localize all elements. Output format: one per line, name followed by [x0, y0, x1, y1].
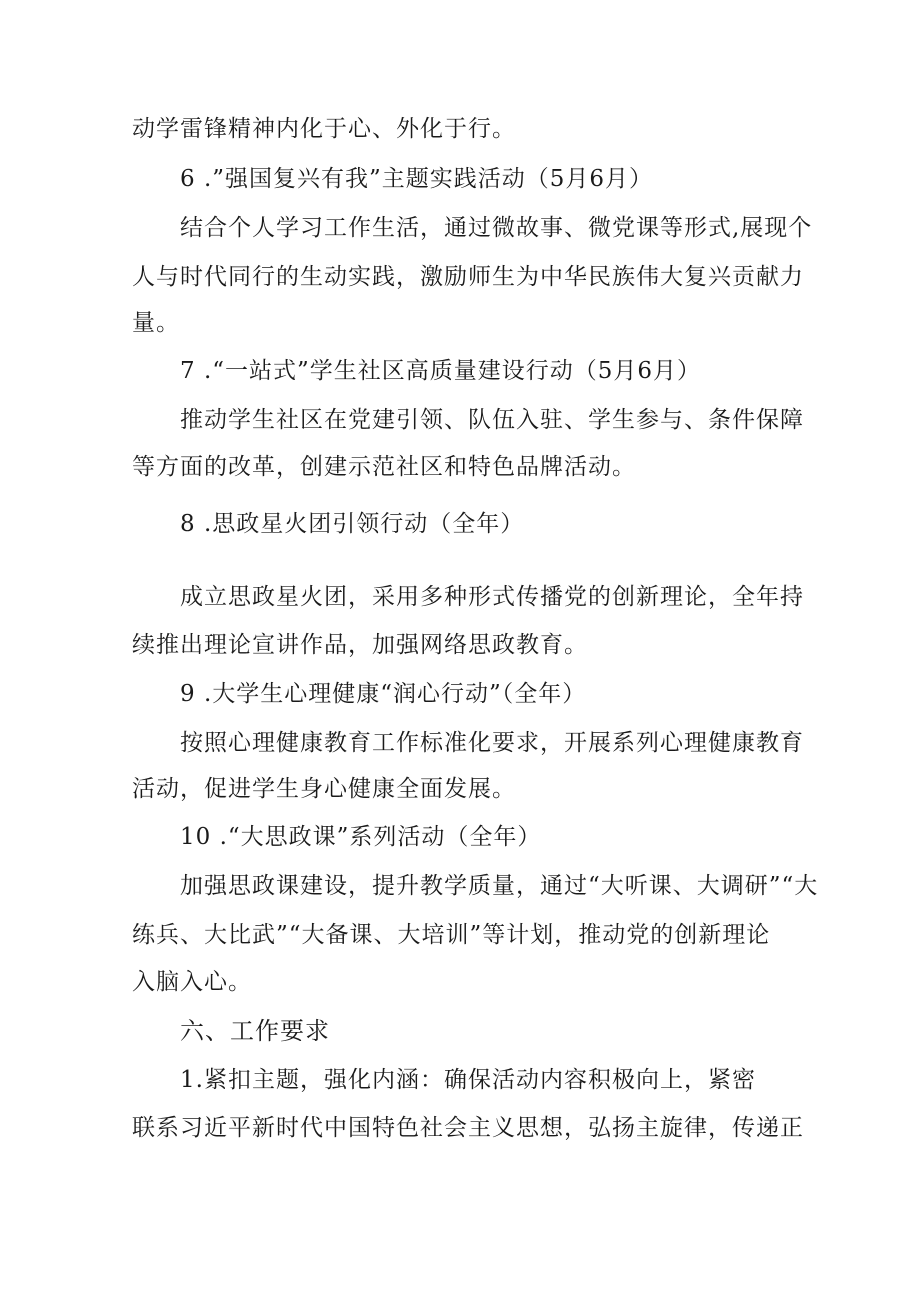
item-heading-6: 6 .”强国复兴有我”主题实践活动（5月6月） — [180, 166, 654, 192]
item-8-text-line-2: 续推出理论宣讲作品，加强网络思政教育。 — [132, 632, 588, 658]
requirement-1-text-line-2: 联系习近平新时代中国特色社会主义思想，弘扬主旋律，传递正 — [132, 1115, 804, 1141]
item-10-text-line-1: 加强思政课建设，提升教学质量，通过“大听课、大调研”“大 — [180, 873, 819, 899]
item-8-text-line-1: 成立思政星火团，采用多种形式传播党的创新理论，全年持 — [180, 584, 804, 610]
item-6-text-line-2: 人与时代同行的生动实践，激励师生为中华民族伟大复兴贡献力 — [132, 264, 804, 290]
item-7-text-line-2: 等方面的改革，创建示范社区和特色品牌活动。 — [132, 454, 636, 480]
section-heading-work-requirements: 六、工作要求 — [180, 1017, 330, 1045]
item-6-text-line-1: 结合个人学习工作生活，通过微故事、微党课等形式,展现个 — [180, 215, 813, 241]
item-9-text-line-1: 按照心理健康教育工作标准化要求，开展系列心理健康教育 — [180, 730, 804, 756]
item-10-text-line-2: 练兵、大比武”“大备课、大培训”等计划，推动党的创新理论 — [132, 922, 771, 948]
item-10-text-line-3: 入脑入心。 — [132, 969, 252, 995]
item-heading-9: 9 .大学生心理健康“润心行动”（全年） — [180, 681, 587, 707]
item-heading-8: 8 .思政星火团引领行动（全年） — [180, 511, 525, 537]
paragraph-line-continuation: 动学雷锋精神内化于心、外化于行。 — [132, 116, 516, 142]
item-heading-10: 10 .“大思政课”系列活动（全年） — [180, 824, 542, 850]
item-9-text-line-2: 活动，促进学生身心健康全面发展。 — [132, 776, 516, 802]
item-6-text-line-3: 量。 — [132, 310, 180, 336]
requirement-1-text-line-1: 1.紧扣主题，强化内涵：确保活动内容积极向上，紧密 — [180, 1067, 756, 1093]
item-heading-7: 7 .“一站式”学生社区高质量建设行动（5月6月） — [180, 358, 702, 384]
item-7-text-line-1: 推动学生社区在党建引领、队伍入驻、学生参与、条件保障 — [180, 407, 804, 433]
